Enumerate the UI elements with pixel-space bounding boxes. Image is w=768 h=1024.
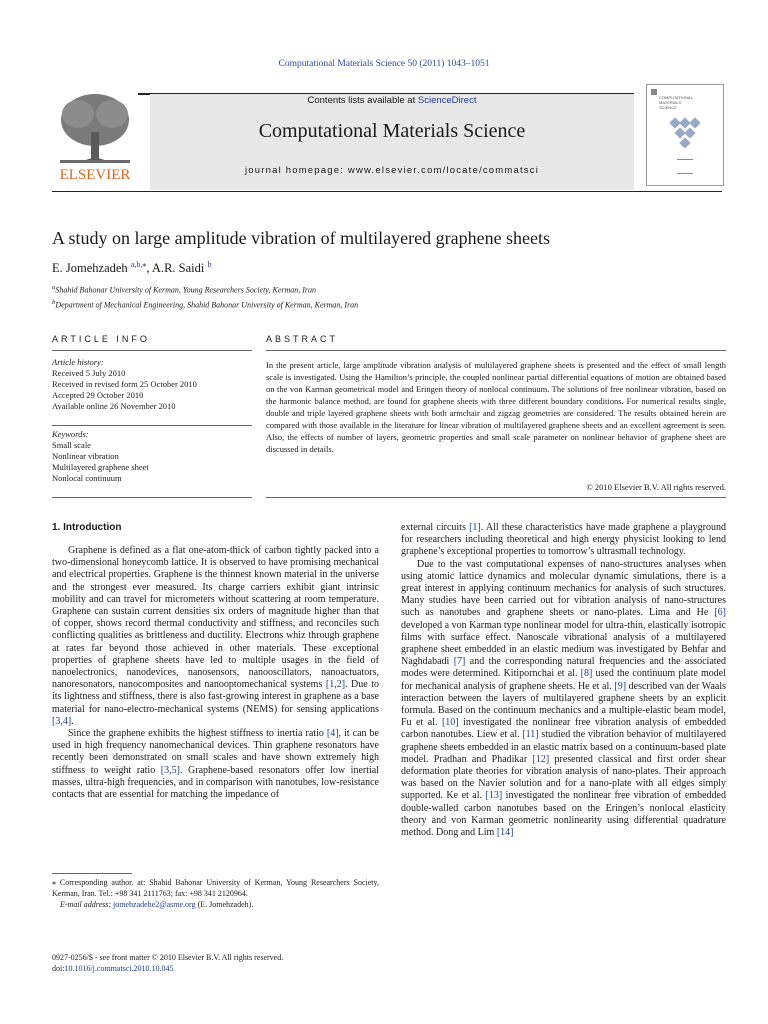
body-column-left — [52, 545, 379, 801]
abstract-heading: ABSTRACT — [266, 334, 339, 344]
keyword: Nonlocal continuum — [52, 473, 122, 483]
footnote-text: ⁎ Corresponding author. at: Shahid Bahonar University of Kerman, Young Researchers Society, Kerman, Iran. Tel.: +98 341 2111763; fax: +98 341 2120964. — [52, 878, 379, 898]
section-heading-introduction: 1. Introduction — [52, 522, 122, 533]
citation-link[interactable]: [6] — [714, 607, 726, 619]
journal-homepage-link[interactable]: journal homepage: www.elsevier.com/locate/commatsci — [244, 165, 540, 176]
author-name[interactable]: E. Jomehzadeh — [52, 261, 128, 276]
citation-link[interactable]: [14] — [496, 827, 514, 839]
citation-link[interactable]: [9] — [614, 680, 627, 692]
elsevier-tree-logo[interactable] — [52, 88, 138, 184]
author-affiliation-sup[interactable]: b — [207, 260, 212, 269]
history-item: Received 5 July 2010 — [52, 368, 126, 378]
citation-link[interactable]: [8] — [580, 668, 593, 680]
author-list — [52, 260, 211, 276]
citation-link[interactable]: [1] — [469, 522, 481, 533]
paper-title: A study on large amplitude vibration of multilayered graphene sheets — [52, 228, 551, 248]
keyword: Multilayered graphene sheet — [52, 462, 149, 472]
email-suffix: (E. Jomehzadeh). — [195, 900, 254, 909]
cover-image — [647, 85, 723, 185]
divider — [52, 497, 252, 498]
email-label: E-mail address: — [60, 900, 112, 909]
citation-link[interactable]: [3,4] — [52, 715, 72, 727]
author-name[interactable]: A.R. Saidi — [151, 261, 205, 276]
citation-link[interactable]: [12] — [532, 753, 550, 765]
front-matter — [52, 952, 379, 974]
history-item: Accepted 29 October 2010 — [52, 390, 144, 400]
article-info-heading: ARTICLE INFO — [52, 334, 150, 344]
divider — [52, 425, 252, 426]
paragraph: Graphene is defined as a flat one-atom-thick of carbon tightly packed into a two-dimensional honeycomb lattice. It is observed to have promising mechanical and electrical properties. Graphene is the thinnest known material in the universe and the strongest ever measured. Its charge carriers exhibit giant intrinsic mobility and can travel for micrometers without scattering at room temperature. Graphene can sustain current densities six orders of magnitude higher than that of copper, shows record thermal conductivity and stiffness, and reconciles such conflicting qualities as brittleness and ductility. Electrons whiz through graphene at rates far beyond those achieved in other materials. These exceptional properties of graphene sheets have led to multiple usages in the field of nanoelectronics, nanodevices, nanosensors, nanooscillators, nanoactuators, nanoresonators, nanocomposites and nanooptomechanical systems [1,2]. Due to its lightness and stiffness, there is also fast-growing interest in graphene as a base material for nano-electro-mechanical systems (NEMS) for sensing applications [3,4]. — [52, 545, 379, 727]
author-affiliation-sup[interactable]: a,b, — [130, 260, 143, 269]
author-email-link[interactable]: jomehzadehe2@asme.org — [113, 900, 196, 909]
corresponding-author-mark[interactable]: ⁎ — [142, 260, 147, 269]
keyword: Small scale — [52, 440, 91, 450]
body-column-right — [401, 522, 726, 839]
citation-link[interactable]: [4] — [326, 728, 339, 740]
footnote-divider — [52, 873, 132, 874]
divider — [266, 497, 726, 498]
affiliations — [52, 282, 358, 311]
corresponding-author-footnote — [52, 877, 379, 910]
citation-link[interactable]: [1,2] — [325, 679, 346, 691]
keywords-label: Keywords: — [52, 429, 89, 439]
article-history — [52, 357, 252, 412]
sciencedirect-link[interactable]: ScienceDirect — [417, 95, 477, 106]
citation-link[interactable]: [3,5] — [160, 764, 180, 776]
svg-text:COMPUTATIONAL: COMPUTATIONAL — [659, 95, 693, 100]
journal-cover-thumbnail[interactable] — [646, 84, 724, 186]
svg-text:MATERIALS: MATERIALS — [659, 100, 682, 105]
doi-label: doi: — [52, 964, 65, 973]
divider — [266, 350, 726, 351]
divider — [52, 350, 252, 351]
citation-link[interactable]: [7] — [453, 656, 466, 668]
paragraph: Due to the vast computational expenses of nano-structures analyses when using atomic lattice dynamics and molecular dynamic simulations, there is a great interest in applying continuum mechanics for analysis of such structures. Many studies have been carried out for vibration analysis of nano-structures such as nanotubes and graphene sheets or nano-plates. Lima and He [6] developed a von Karman type nonlinear model for ultra-thin, elastically isotropic films with surface effect. Nanoscale vibrational analysis of a multilayered graphene sheet embedded in an elastic medium was investigated by Behfar and Naghdabadi [7] and the corresponding natural frequencies and the associated modes were determined. Kitipornchai et al. [8] used the continuum plate model for mechanical analysis of graphene sheets. He et al. [9] described van der Waals interaction between the layers of multilayered graphene sheets by an explicit formula. Based on the continuum mechanics and a multiple-elastic beam model, Fu et al. [10] investigated the nonlinear free vibration analysis of embedded carbon nanotubes. Liew et al. [11] studied the vibration behavior of multilayered graphene sheets embedded in an elastic matrix based on a continuum-based plate model. Pradhan and Phadikar [12] presented classical and first order shear deformation plate theories for vibration analysis of nano-plates. Their approach was based on the Navier solution and for a nano-plate with all edges simply supported. Ke et al. [13] investigated the nonlinear free vibration of embedded double-walled carbon nanotubes based on the Eringen’s nonlocal elasticity theory and von Karman geometric nonlinearity using differential quadrature method. Dong and Lim [14] — [401, 558, 727, 839]
affiliation-b: $^b$Department of Mechanical Engineering, Shahid Bahonar University of Kerman, Kerman, Iran — [52, 298, 359, 310]
author-separator: , — [146, 261, 152, 276]
contents-prefix: Contents lists available at — [307, 95, 418, 106]
keyword: Nonlinear vibration — [52, 451, 119, 461]
history-item: Available online 26 November 2010 — [52, 401, 176, 411]
history-item: Received in revised form 25 October 2010 — [52, 379, 197, 389]
elsevier-wordmark: ELSEVIER — [59, 167, 131, 183]
abstract-text: In the present article, large amplitude vibration analysis of multilayered graphene sheets is presented and the effect of small length scale is investigated. Using the Hamilton’s principle, the coupled nonlinear partial differential equations of motion are obtained based on the von Karman geometrical model and Eringen theory of nonlocal continuum. The solutions of free nonlinear vibration, based on the harmonic balance method, are found for graphene sheets with three different boundary conditions. For numerical results single, double and triple layered graphene sheets with both armchair and zigzag geometries are considered. The results obtained herein are compared with those available in the literature for linear vibration of multilayered graphene sheets and an excellent agreement is seen. Also, the effects of number of layers, geometric properties and small scale parameter on nonlinear behavior of graphene sheet are discussed in details. — [266, 360, 726, 454]
affiliation-a: $^a$Shahid Bahonar University of Kerman, Young Researchers Society, Kerman, Iran — [52, 284, 317, 295]
header-bottom-rule — [52, 191, 722, 192]
doi-link[interactable]: 10.1016/j.commatsci.2010.10.045 — [64, 964, 174, 973]
contents-line — [150, 95, 634, 106]
paragraph: Since the graphene exhibits the highest stiffness to inertia ratio [4], it can be used in high frequency nanomechanical devices. Thin graphene resonators have recently been demonstrated on small scales and have shown extremely high stiffness to weight ratio [3,5]. Graphene-based resonators offer low inertial masses, ultra-high frequencies, and in comparison with nanotubes, low-resistance contacts that are essential for matching the impedance of — [52, 728, 379, 801]
history-label: Article history: — [52, 357, 104, 367]
paragraph: external circuits [1]. All these characteristics have made graphene a playground for researchers including theoretical and high energy physicist looking to lend graphene’s exceptional properties to tomorrow’s ultrasmall technology. — [401, 522, 727, 558]
citation-link[interactable]: [10] — [441, 717, 459, 729]
journal-citation[interactable]: Computational Materials Science 50 (2011) 1043–1051 — [278, 59, 490, 69]
issn-line: 0927-0256/$ - see front matter © 2010 Elsevier B.V. All rights reserved. — [52, 953, 284, 962]
citation-link[interactable]: [11] — [522, 729, 539, 741]
citation-link[interactable]: [13] — [485, 790, 503, 802]
keywords — [52, 429, 252, 484]
svg-text:SCIENCE: SCIENCE — [659, 105, 677, 110]
abstract-copyright: © 2010 Elsevier B.V. All rights reserved. — [586, 482, 726, 492]
journal-title: Computational Materials Science — [258, 120, 526, 142]
